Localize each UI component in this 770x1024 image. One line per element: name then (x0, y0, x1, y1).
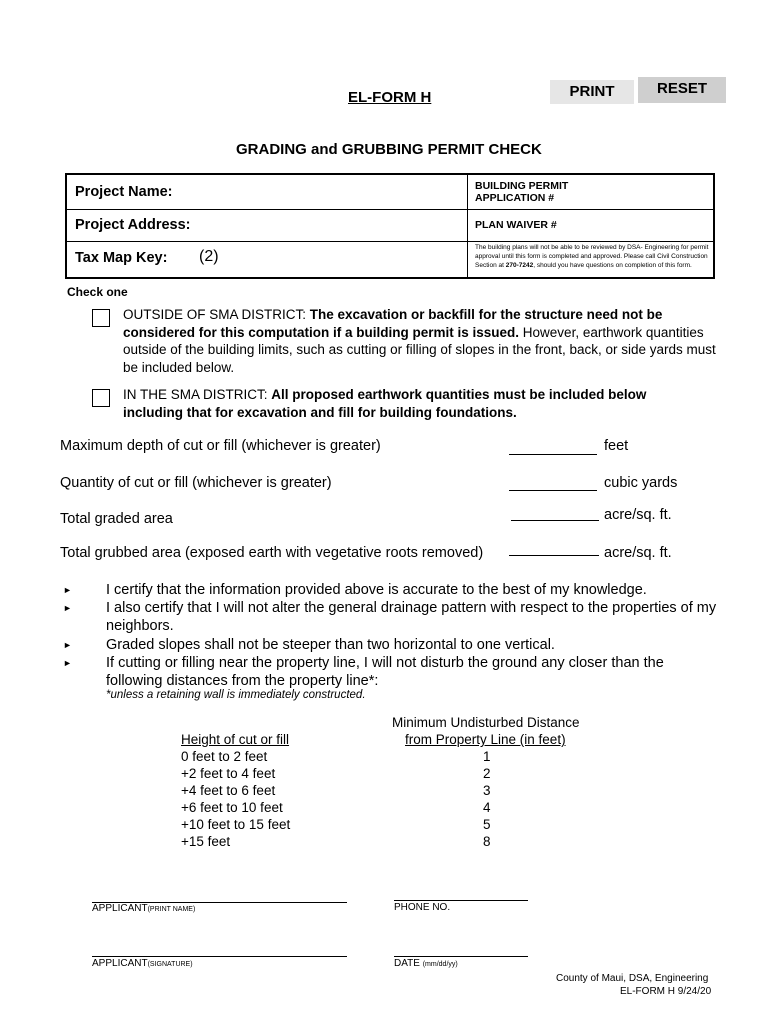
quantity-field[interactable] (509, 490, 597, 491)
quantity-label: Quantity of cut or fill (whichever is greater) (60, 475, 332, 491)
bullet-icon: ► (63, 640, 72, 650)
outside-sma-checkbox[interactable] (92, 309, 110, 327)
in-sma-text: IN THE SMA DISTRICT: All proposed earthwork quantities must be included below including that for excavation and fill for building foundations. (123, 387, 647, 420)
distance-table (181, 749, 501, 851)
max-depth-label: Maximum depth of cut or fill (whichever is greater) (60, 438, 381, 454)
plan-waiver-label: PLAN WAIVER # (475, 219, 557, 231)
phone-label: PHONE NO. (394, 902, 451, 913)
tax-map-key-label: Tax Map Key: (75, 250, 168, 266)
grubbed-area-unit: acre/sq. ft. (604, 545, 672, 561)
grubbed-area-label: Total grubbed area (exposed earth with vegetative roots removed) (60, 545, 484, 561)
quantity-unit: cubic yards (604, 475, 678, 491)
certify-item-4: If cutting or filling near the property line, I will not disturb the ground any closer than the following distances from the property line*: (106, 655, 664, 689)
bullet-icon: ► (63, 658, 72, 668)
max-depth-unit: feet (604, 438, 629, 454)
graded-area-label: Total graded area (60, 511, 173, 527)
certify-item-2: I also certify that I will not alter the general drainage pattern with respect to the properties of my neighbors. (106, 600, 717, 634)
distance-col2-header-line1: Minimum Undisturbed Distance (392, 715, 580, 730)
certify-item-1: I certify that the information provided above is accurate to the best of my knowledge. (106, 582, 647, 598)
footnote: *unless a retaining wall is immediately constructed. (106, 689, 366, 701)
table-row: 0 feet to 2 feet 1 (181, 749, 491, 764)
grubbed-area-field[interactable] (509, 555, 599, 556)
table-row: +10 feet to 15 feet 5 (181, 817, 491, 832)
certify-item-3: Graded slopes shall not be steeper than two horizontal to one vertical. (106, 637, 555, 653)
applicant-signature-field[interactable] (92, 956, 347, 957)
distance-col2-header-line2: from Property Line (in feet) (405, 732, 566, 747)
applicant-print-label: APPLICANT(PRINT NAME) (92, 903, 196, 914)
page-title: GRADING and GRUBBING PERMIT CHECK (236, 141, 542, 158)
notice-text: The building plans will not be able to be reviewed by DSA- Engineering for permit approval until this form is completed and approved. Please call Civil Construction Section at 270-7242, should you have questions on completion of this form. (475, 244, 709, 269)
form-code: EL-FORM H (348, 89, 432, 106)
building-permit-label: BUILDING PERMIT APPLICATION # (475, 180, 569, 204)
date-field[interactable] (394, 956, 528, 957)
graded-area-unit: acre/sq. ft. (604, 507, 672, 523)
project-address-label: Project Address: (75, 217, 191, 233)
outside-sma-text: OUTSIDE OF SMA DISTRICT: The excavation or backfill for the structure need not be considered for this computation if a building permit is issued. However, earthwork quantities outside of the building limits, such as cutting or filling of slopes in the front, back, or side yards must be included below. (123, 307, 716, 375)
bullet-icon: ► (63, 603, 72, 613)
project-name-label: Project Name: (75, 184, 173, 200)
phone-field[interactable] (394, 900, 528, 901)
tax-map-key-value[interactable]: (2) (199, 248, 219, 265)
project-info-box (65, 173, 715, 279)
table-row: +4 feet to 6 feet 3 (181, 783, 491, 798)
date-label: DATE (mm/dd/yy) (394, 958, 458, 969)
max-depth-field[interactable] (509, 454, 597, 455)
footer-county: County of Maui, DSA, Engineering (556, 973, 709, 984)
check-one-heading: Check one (67, 285, 128, 299)
print-button[interactable]: PRINT (550, 80, 634, 104)
reset-button[interactable]: RESET (638, 77, 726, 103)
table-row: +15 feet 8 (181, 834, 491, 849)
distance-col1-header: Height of cut or fill (181, 732, 290, 747)
table-row: +6 feet to 10 feet 4 (181, 800, 491, 815)
in-sma-checkbox[interactable] (92, 389, 110, 407)
bullet-icon: ► (63, 585, 72, 595)
applicant-signature-label: APPLICANT(SIGNATURE) (92, 958, 193, 969)
table-row: +2 feet to 4 feet 2 (181, 766, 491, 781)
footer-form-code: EL-FORM H 9/24/20 (620, 986, 712, 997)
graded-area-field[interactable] (511, 520, 599, 521)
